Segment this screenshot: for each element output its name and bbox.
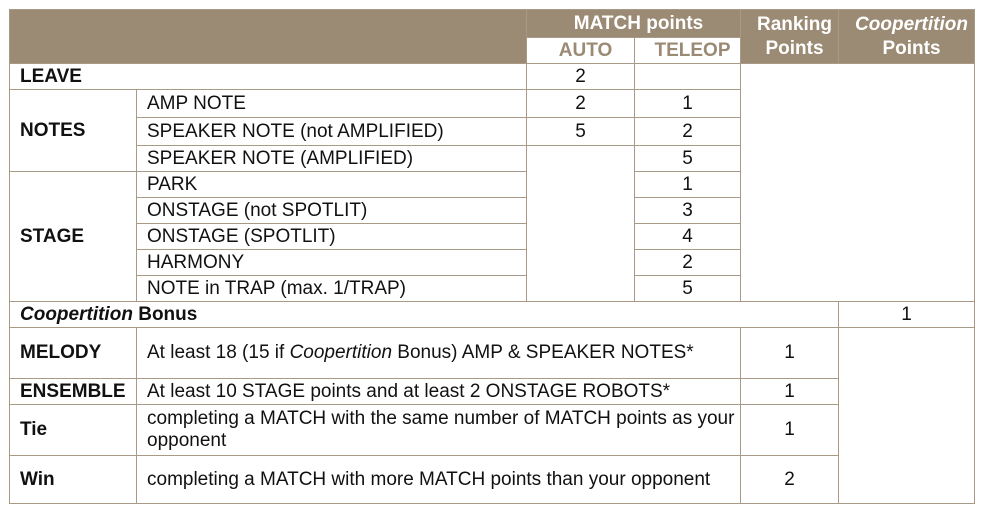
melody-desc-italic: Coopertition <box>289 342 393 363</box>
win-desc: completing a MATCH with more MATCH points than your opponent <box>137 456 741 504</box>
match-points-header: MATCH points <box>527 10 741 38</box>
melody-desc-post: Bonus) AMP & SPEAKER NOTES* <box>392 342 694 363</box>
stage-item-name: ONSTAGE (SPOTLIT) <box>137 224 527 250</box>
points-table-container <box>9 9 975 504</box>
notes-item-auto: 2 <box>527 90 635 118</box>
notes-item-name: SPEAKER NOTE (AMPLIFIED) <box>137 146 527 172</box>
teleop-header: TELEOP <box>635 38 741 64</box>
coopertition-points-header <box>839 10 975 64</box>
notes-label: NOTES <box>10 90 137 172</box>
coop-empty-block <box>839 328 975 504</box>
win-row <box>10 456 975 504</box>
melody-desc-pre: At least 18 (15 if <box>147 342 290 363</box>
ranking-points-header-text: Ranking Points <box>757 13 832 59</box>
melody-label: MELODY <box>10 328 137 379</box>
notes-item-teleop: 1 <box>635 90 741 118</box>
melody-rp: 1 <box>741 328 839 379</box>
auto-empty-block <box>527 146 635 302</box>
leave-row <box>10 64 975 90</box>
stage-item-name: PARK <box>137 172 527 198</box>
ensemble-rp: 1 <box>741 379 839 405</box>
stage-item-name: ONSTAGE (not SPOTLIT) <box>137 198 527 224</box>
notes-item-name: SPEAKER NOTE (not AMPLIFIED) <box>137 118 527 146</box>
leave-teleop-empty <box>635 64 741 90</box>
coop-bonus-label-italic: Coopertition <box>20 303 133 325</box>
tie-desc: completing a MATCH with the same number of MATCH points as your opponent <box>137 405 741 456</box>
ensemble-desc: At least 10 STAGE points and at least 2 ONSTAGE ROBOTS* <box>137 379 741 405</box>
ensemble-row <box>10 379 975 405</box>
notes-item-teleop: 2 <box>635 118 741 146</box>
ensemble-label: ENSEMBLE <box>10 379 137 405</box>
notes-item-auto: 5 <box>527 118 635 146</box>
melody-row <box>10 328 975 379</box>
coop-bonus-row <box>10 302 975 328</box>
stage-label: STAGE <box>10 172 137 302</box>
tie-row <box>10 405 975 456</box>
header-row-1 <box>10 10 975 38</box>
stage-item-teleop: 3 <box>635 198 741 224</box>
tie-label: Tie <box>10 405 137 456</box>
win-rp: 2 <box>741 456 839 504</box>
coopertition-points-header-italic: Coopertition <box>855 13 968 35</box>
stage-item-teleop: 5 <box>635 276 741 302</box>
melody-desc <box>137 328 741 379</box>
ranking-coop-empty-block <box>741 64 975 302</box>
leave-label: LEAVE <box>10 64 527 90</box>
coop-bonus-label <box>10 302 839 328</box>
header-blank-cell <box>10 10 527 64</box>
stage-item-name: HARMONY <box>137 250 527 276</box>
stage-item-name: NOTE in TRAP (max. 1/TRAP) <box>137 276 527 302</box>
notes-item-name: AMP NOTE <box>137 90 527 118</box>
stage-item-teleop: 4 <box>635 224 741 250</box>
notes-item-teleop: 5 <box>635 146 741 172</box>
coopertition-points-header-rest: Points <box>882 37 941 59</box>
leave-auto: 2 <box>527 64 635 90</box>
coop-bonus-points: 1 <box>839 302 975 328</box>
points-table <box>9 9 975 504</box>
win-label: Win <box>10 456 137 504</box>
auto-header: AUTO <box>527 38 635 64</box>
stage-item-teleop: 1 <box>635 172 741 198</box>
stage-item-teleop: 2 <box>635 250 741 276</box>
ranking-points-header <box>741 10 839 64</box>
tie-rp: 1 <box>741 405 839 456</box>
coop-bonus-label-rest: Bonus <box>132 303 198 325</box>
